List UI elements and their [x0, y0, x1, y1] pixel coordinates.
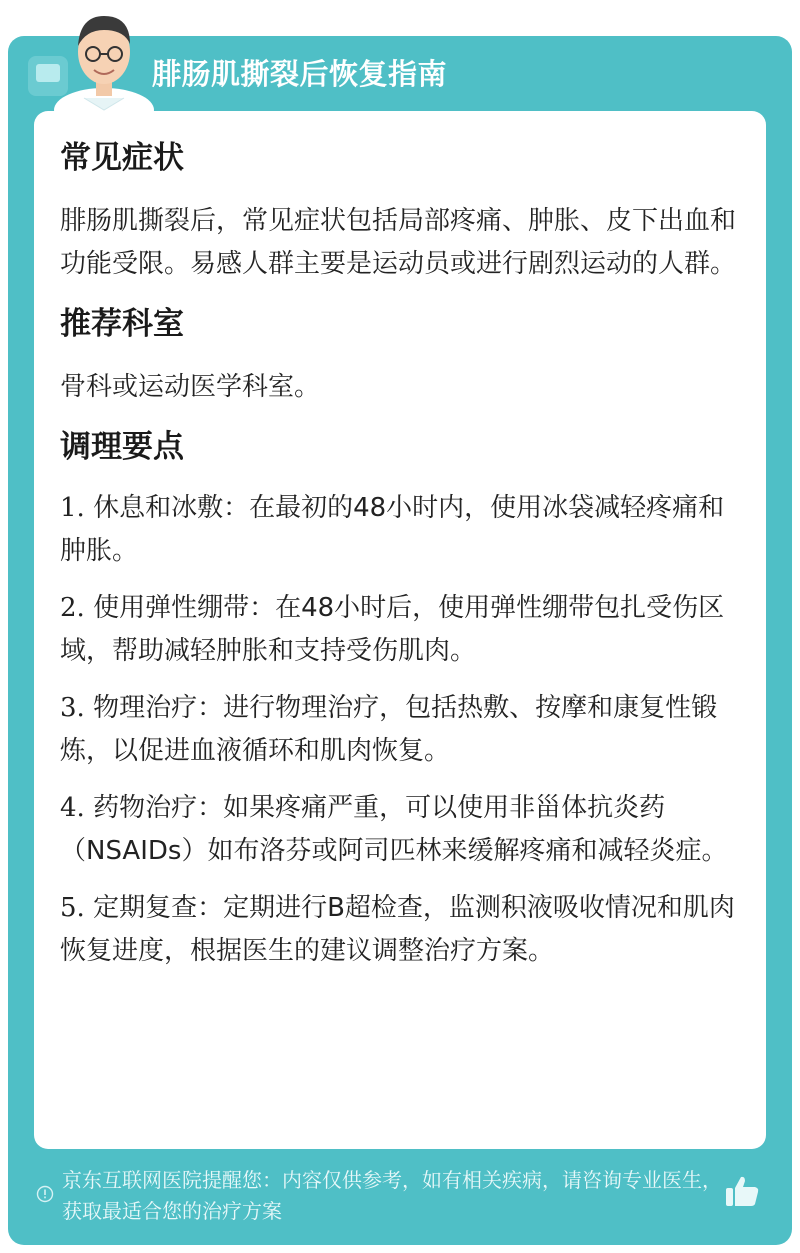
care-item-number: 2. — [60, 593, 85, 623]
care-item — [60, 787, 740, 873]
care-item-number: 3. — [60, 693, 85, 723]
symptoms-heading: 常见症状 — [60, 140, 184, 176]
care-item-text: 物理治疗：进行物理治疗，包括热敷、按摩和康复性锻炼，以促进血液循环和肌肉恢复。 — [60, 693, 718, 766]
doctor-avatar — [24, 6, 164, 114]
content-body — [60, 136, 740, 987]
department-text: 骨科或运动医学科室。 — [60, 372, 321, 402]
page-title: 腓肠肌撕裂后恢复指南 — [152, 57, 448, 91]
care-item-text: 定期复查：定期进行B超检查，监测积液吸收情况和肌肉恢复进度，根据医生的建议调整治疗方案。 — [60, 893, 735, 966]
symptoms-text: 腓肠肌撕裂后，常见症状包括局部疼痛、肿胀、皮下出血和功能受限。易感人群主要是运动员或进行剧烈运动的人群。 — [60, 206, 737, 279]
care-item-number: 4. — [60, 793, 85, 823]
care-item — [60, 687, 740, 773]
care-item-number: 5. — [60, 893, 85, 923]
disclaimer-text: 京东互联网医院提醒您：内容仅供参考，如有相关疾病，请咨询专业医生，获取最适合您的治疗方案 — [62, 1168, 722, 1223]
care-item-text: 休息和冰敷：在最初的48小时内，使用冰袋减轻疼痛和肿胀。 — [60, 493, 725, 566]
care-item-number: 1. — [60, 493, 85, 523]
care-item-text: 使用弹性绷带：在48小时后，使用弹性绷带包扎受伤区域，帮助减轻肿胀和支持受伤肌肉。 — [60, 593, 725, 666]
care-item — [60, 587, 740, 673]
thumbs-up-icon[interactable] — [724, 1174, 760, 1208]
care-item — [60, 887, 740, 973]
care-heading: 调理要点 — [60, 429, 184, 465]
department-heading: 推荐科室 — [60, 306, 184, 342]
care-item-text: 药物治疗：如果疼痛严重，可以使用非甾体抗炎药（NSAIDs）如布洛芬或阿司匹林来缓解疼痛和减轻炎症。 — [60, 793, 728, 866]
info-icon — [36, 1185, 54, 1203]
care-item — [60, 487, 740, 573]
